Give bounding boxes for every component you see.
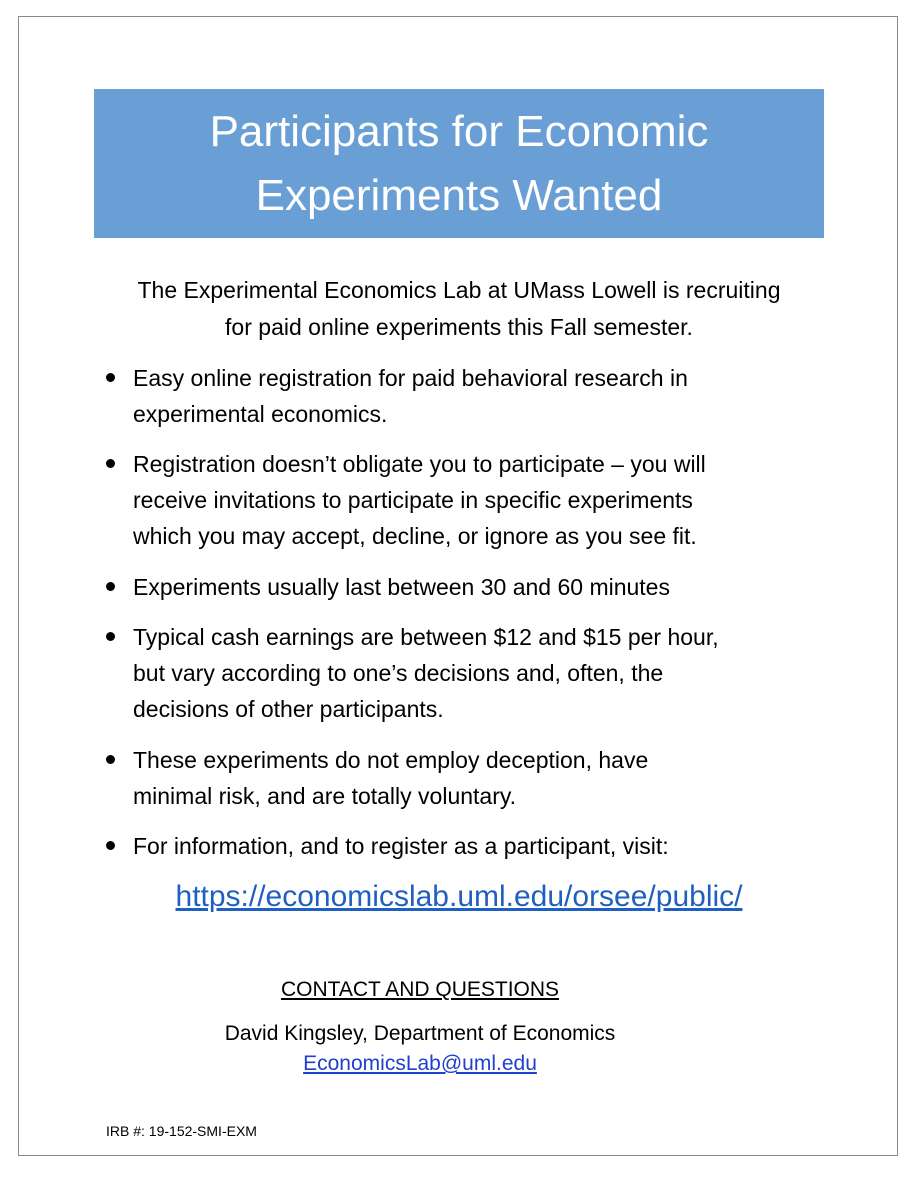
bullet-text-line: Typical cash earnings are between $12 and $15 per hour, [133,624,719,650]
intro-line-1: The Experimental Economics Lab at UMass Lowell is recruiting [137,277,781,303]
intro-paragraph [94,272,824,346]
bullet-text-line: Registration doesn’t obligate you to participate – you will [133,451,706,477]
bullet-dot-icon [106,373,115,382]
contact-name: David Kingsley, Department of Economics [224,1022,616,1045]
bullet-text-line: minimal risk, and are totally voluntary. [133,783,517,809]
bullet-text-line: experimental economics. [133,401,388,427]
contact-email-link[interactable]: EconomicsLab@uml.edu [303,1052,537,1075]
bullet-text-line: but vary according to one’s decisions and, often, the [133,660,664,686]
bullet-text-line: which you may accept, decline, or ignore as you see fit. [133,523,697,549]
bullet-text-line: Experiments usually last between 30 and 60 minutes [133,574,670,600]
bullet-dot-icon [106,755,115,764]
bullet-text-line: For information, and to register as a participant, visit: [133,833,669,859]
title-line-1: Participants for Economic [209,106,709,156]
bullet-dot-icon [106,632,115,641]
title-line-2: Experiments Wanted [255,170,663,220]
bullet-dot-icon [106,582,115,591]
title-banner [94,89,824,238]
bullet-text-line: Easy online registration for paid behavioral research in [133,365,688,391]
bullet-dot-icon [106,841,115,850]
irb-number: IRB #: 19-152-SMI-EXM [106,1123,257,1139]
bullet-text-line: receive invitations to participate in specific experiments [133,487,693,513]
intro-line-2: for paid online experiments this Fall semester. [225,314,693,340]
bullet-text-line: These experiments do not employ deception, have [133,747,649,773]
contact-heading: CONTACT AND QUESTIONS [280,978,560,1001]
bullet-dot-icon [106,459,115,468]
bullet-text-line: decisions of other participants. [133,696,444,722]
registration-link[interactable]: https://economicslab.uml.edu/orsee/public/ [175,880,743,913]
